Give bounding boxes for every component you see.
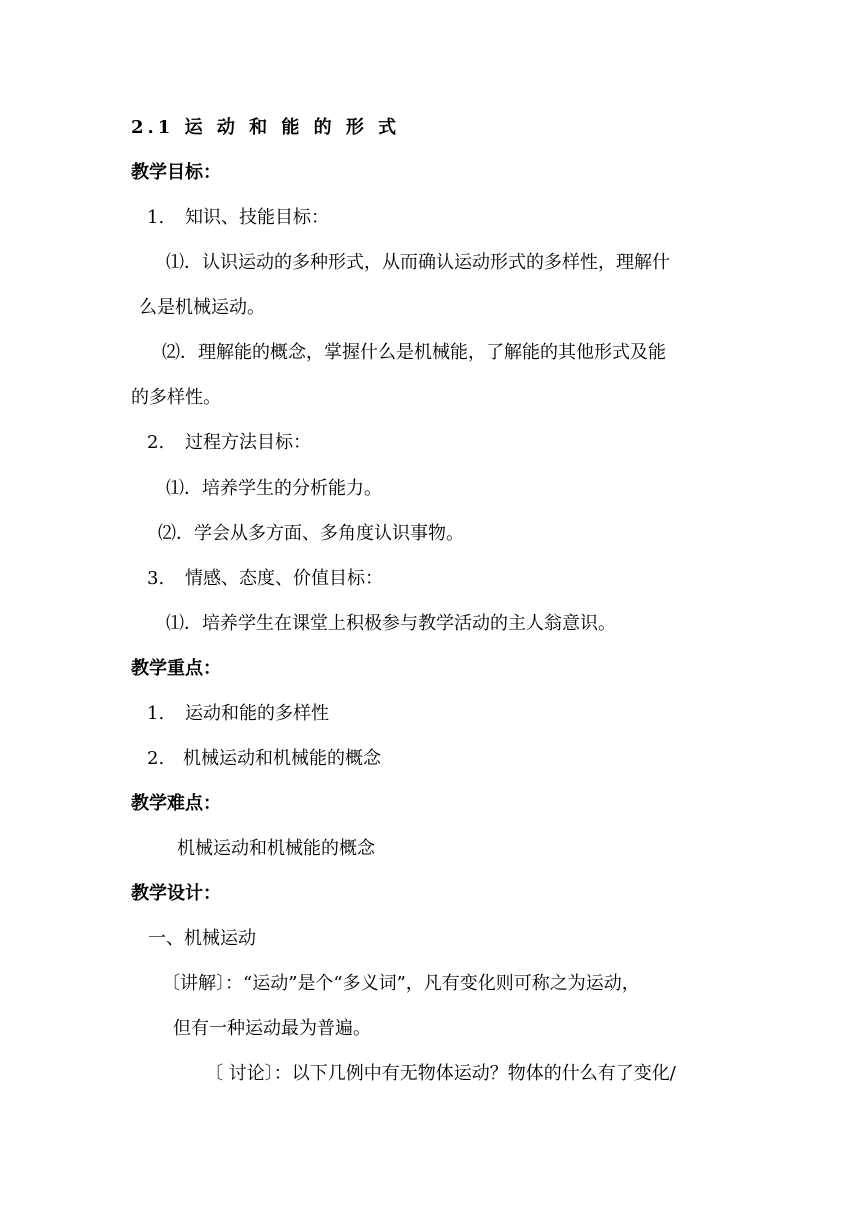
key-point-2-number: 2.	[147, 748, 165, 769]
objective-1-label: 知识、技能目标：	[185, 207, 329, 228]
objective-2-item-1: ⑴．培养学生的分析能力。	[166, 478, 382, 499]
lesson-title: 2.1 运 动 和 能 的 形 式	[131, 117, 401, 138]
objective-3	[147, 567, 383, 591]
key-point-2	[147, 747, 381, 771]
heading-difficult-points: 教学难点：	[131, 793, 221, 814]
objective-1	[147, 206, 329, 230]
difficult-point: 机械运动和机械能的概念	[177, 838, 375, 859]
heading-teaching-design: 教学设计：	[131, 883, 221, 904]
objective-2-number: 2.	[147, 432, 165, 453]
objective-1-item-1-line-2: 么是机械运动。	[139, 297, 265, 318]
heading-objectives: 教学目标：	[131, 162, 221, 183]
objective-2-label: 过程方法目标：	[185, 432, 311, 453]
objective-1-item-2-line-2: 的多样性。	[131, 387, 221, 408]
objective-1-item-1-line-1: ⑴．认识运动的多种形式，从而确认运动形式的多样性，理解什	[166, 252, 670, 273]
key-point-2-text: 机械运动和机械能的概念	[183, 748, 381, 769]
lecture-line-1: 〔讲解〕：“运动”是个“多义词”，凡有变化则可称之为运动，	[162, 973, 640, 994]
objective-1-number: 1.	[147, 207, 165, 228]
objective-2	[147, 431, 311, 455]
objective-2-item-2: ⑵．学会从多方面、多角度认识事物。	[158, 523, 464, 544]
objective-3-item-1: ⑴．培养学生在课堂上积极参与教学活动的主人翁意识。	[166, 613, 616, 634]
discussion-line: 〔 讨论〕：以下几例中有无物体运动？物体的什么有了变化/	[205, 1063, 676, 1084]
section-1-heading: 一、机械运动	[148, 928, 256, 949]
key-point-1	[147, 702, 329, 726]
key-point-1-text: 运动和能的多样性	[185, 703, 329, 724]
objective-1-item-2-line-1: ⑵．理解能的概念，掌握什么是机械能，了解能的其他形式及能	[162, 342, 666, 363]
objective-3-label: 情感、态度、价值目标：	[185, 568, 383, 589]
heading-key-points: 教学重点：	[131, 658, 221, 679]
key-point-1-number: 1.	[147, 703, 165, 724]
lecture-line-2: 但有一种运动最为普遍。	[173, 1018, 371, 1039]
objective-3-number: 3.	[147, 568, 165, 589]
